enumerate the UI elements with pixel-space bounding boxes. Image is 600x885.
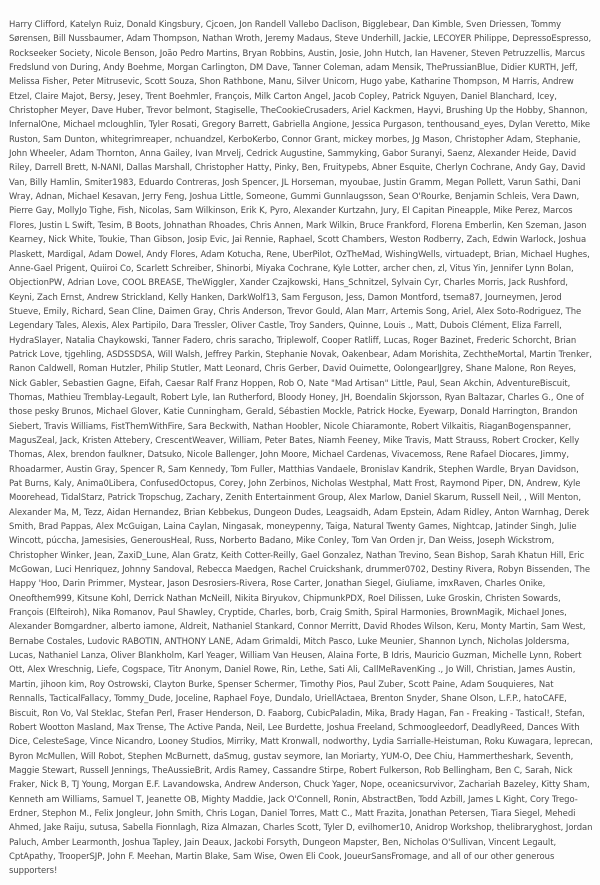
supporters-credits-text: Harry Clifford, Katelyn Ruiz, Donald Kingsbury, Cjcoen, Jon Randell Vallebo Daclison, Bigglebear, Dan Kimble, Sven Driessen, Tommy Sørensen, Bill Nussbaumer, Adam Thompson, Nathan Wroth, Jeremy Madaus, Steve Underhill, Jackie, LECOYER Philippe, DepressoEspresso, Rockseeker Society, Nicole Benson, João Pedro Martins, Bryan Robbins, Austin, Josie, John Hutch, Ian Havener, Steven Petruzzellis, Marcus Fredslund von During, Andy Boehme, Morgan Carlington, DM Dave, Tanner Coleman, adam Mensik, ThePrussianBlue, Didier KURTH, Jeff, Melissa Fisher, Peter Mitrusevic, Scott Souza, Shon Rathbone, Manu, Silver Unicorn, Hugo yabe, Katharine Thompson, M Harris, Andrew Etzel, Claire Majot, Bersy, Jesey, Trent Boehmler, François, Milk Carton Angel, Jacob Copley, Patrick Nguyen, Daniel Blanchard, Icey, Christopher Meyer, Dave Huber, Trevor belmont, Stagiselle, TheCookieCrusaders, Ariel Kackmen, Hayvi, Brushing Up the Hobby, Shannon, InfernalOne, Michael mcloughlin, Tyler Rosati, Gregory Barrett, Gabriella Angione, Jessica Purgason, tenthousand_eyes, Dylan Veretto, Mike Ruston, Sam Dunton, whitegrimreaper, nchuandzel, KerboKerbo, Connor Grant, mickey morbes, Jg Mason, Christopher Adam, Stephanie, John Wheeler, Adam Thornton, Anna Gailey, Ivan Mrvelj, Cedrick Augustine, Sammyking, Gabor Suranyi, Saenz, Alexander Heide, David Riley, Darrell Brett, N-NANI, Dallas Marshall, Christopher Hatty, Pinky, Ben, Fruitypebs, Abner Esquite, Cherlyn Cochrane, Andy Gay, David Van, Billy Hamlin, Smiter1983, Eduardo Contreras, Josh Spencer, JL Horseman, myoubae, Justin Gramm, Megan Pollett, Varun Sathi, Dani Wray, Adnan, Michael Kesavan, Jerry Feng, Joshua Little, Someone, Gummi Gunnlaugsson, Sean O'Rourke, Benjamin Schleis, Vera Dawn, Pierre Gay, MollyJo Tighe, Fish, Nicolas, Sam Wilkinson, Erik K, Pyro, Alexander Kurtzahn, Jury, El Capitan Pineapple, Mike Perez, Marcos Flores, Justin L Swift, Tesim, B Boots, Johnathan Rhoades, Chris Annen, Mark Wilkin, Bruce Frankford, Florena Emberlin, Ken Szeman, Jason Kearney, Nick White, Toukie, Than Gibson, Josip Evic, Jai Rennie, Raphael, Scott Chambers, Weston Rodberry, Zach, Edwin Warlock, Joshua Plaskett, Mardigal, Adam Dowel, Andy Flores, Adam Kotucha, Rene, UberPilot, OzTheMad, WishingWells, virtuadept, Brian, Michael Hughes, Anne-Gael Prigent, Quiiroi Co, Scarlett Schreiber, Shinorbi, Miyaka Cochrane, Kyle Lotter, archer chen, zl, Vitus Yin, Jennifer Lynn Bolan, ObjectionPW, Adrian Love, COOL BREASE, TheWiggler, Xander Czajkowski, Hans_Schnitzel, Sylvain Cyr, Charles Morris, Jack Rushford, Keyni, Zach Ernst, Andrew Strickland, Kelly Hanken, DarkWolf13, Sam Ferguson, Jess, Damon Montford, tsema87, Journeymen, Jerod Stueve, Emily, Richard, Sean Cline, Daimen Gray, Chris Anderson, Trevor Gould, Alan Marr, Artemis Song, Ariel, Alex Soto-Rodriguez, The Legendary Tales, Alexis, Alex Partipilo, Dara Tressler, Oliver Castle, Troy Sanders, Quinne, Louis ., Matt, Dubois Clément, Eliza Farrell, HydraSlayer, Natalia Chaykowski, Tanner Fadero, chris saracho, Triplewolf, Cooper Ratliff, Lucas, Roger Bazinet, Frederic Schorcht, Brian Patrick Love, tjgehling, ASDSSDSA, Will Walsh, Jeffrey Parkin, Stephanie Novak, Oakenbear, Adam Morishita, ZechtheMortal, Martin Trenker, Ranon Caldwell, Roman Hutzler, Philip Stutler, Matt Leonard, Chris Gerber, David Ouimette, OolongearlJgrey, Shane Malone, Ron Reyes, Nick Gabler, Sebastien Gagne, Eifah, Caesar Ralf Franz Hoppen, Rob O, Nate "Mad Artisan" Little, Paul, Sean Akchin, AdventureBiscuit, Thomas, Mathieu Tremblay-Legault, Robert Lyle, Ian Rutherford, Bloody Honey, JH, Boendalin Skjorsson, Ryan Baltazar, Charles G., One of those pesky Brunos, Michael Glover, Katie Cunningham, Gerald, Sébastien Mockle, Patrick Hocke, Eyewarp, Donald Harrington, Brandon Siebert, Travis Williams, FistThemWithFire, Sara Beckwith, Nathan Hoobler, Nicole Chiaramonte, Robert Vilkaitis, RiaganBogenspanner, MagusZeal, Jack, Kristen Attebery, CrescentWeaver, William, Peter Bates, Niamh Feeney, Mike Travis, Matt Strauss, Robert Crocker, Kelly Thomas, Alex, brendon faulkner, Datsuko, Nicole Ballenger, John Moore, Michael Cardenas, Vivacemoss, Rene Rafael Diocares, Jimmy, Rhoadarmer, Austin Gray, Spencer R, Sam Kennedy, Tom Fuller, Matthias Vandaele, Bronislav Kandrik, Stephen Wardle, Bryan Davidson, Pat Burns, Kaly, Anima0Libera, ConfusedOctopus, Corey, John Zerbinos, Nicholas Westphal, Matt Frost, Raymond Piper, DN, Andrew, Kyle Moorehead, TidalStarz, Patrick Tropschug, Zachary, Zenith Entertainment Group, Alex Marlow, Daniel Skarum, Russell Neil, , Will Menton, Alexander Ma, M, Tezz, Aidan Hernandez, Brian Kebbekus, Dungeon Dudes, Leagsaidh, Adam Epstein, Adam Ridley, Anton Warnhag, Derek Smith, Brad Pappas, Alex McGuigan, Laina Caylan, Ningasak, moneypenny, Taiga, Natural Twenty Games, Nightcap, Jatinder Singh, Julie Wincott, púccha, Jamesisies, GenerousHeal, Russ, Norberto Badano, Mike Conley, Tom Van Orden jr, Dan Weiss, Joseph Wickstrom, Christopher Winker, Jean, ZaxiD_Lune, Alan Gratz, Keith Cotter-Reilly, Gael Gonzalez, Nathan Trevino, Sean Bishop, Sarah Khatun Hill, Eric McGowan, Luci Henriquez, Johnny Sandoval, Rebecca Maedgen, Rachel Cruickshank, drummer0702, Destiny Rivera, Robyn Bissenden, The Happy 'Hoo, Darin Primmer, Mystear, Jason Desrosiers-Rivera, Rose Carter, Jonathan Siegel, Giuliame, imxRaven, Charles Onike, Oneofthem999, Kitsune Kohl, Derrick Nathan McNeill, Nikita Biryukov, ChipmunkPDX, Roel Dilissen, Luke Groskin, Christen Sowards, François (Elfteiroh), Nika Romanov, Paul Shawley, Cryptide, Charles, borb, Craig Smith, Spiral Harmonies, BrownMagik, Michael Jones, Alexander Bomgardner, alberto iamone, Aldreit, Nathaniel Stankard, Connor Merritt, David Rhodes Wilson, Keru, Monty Martin, Sam West, Bernabe Costales, Ludovic RABOTIN, ANTHONY LANE, Adam Grimaldi, Mitch Pasco, Luke Meunier, Shannon Lynch, Nicholas Joldersma, Lucas, Nathaniel Lanza, Oliver Blankholm, Karl Yeager, William Van Heusen, Alaina Forte, B Idris, Mauricio Guzman, Michelle Lynn, Robert Ott, Alex Wreschnig, Liefe, Cogspace, Titr Anonym, Daniel Rowe, Rin, Lethe, Sati Ali, CallMeRavenKing ., Jo Will, Christian, James Austin, Martin, jihoon kim, Roy Ostrowski, Clayton Burke, Spenser Schermer, Timothy Pios, Paul Zuber, Scott Paine, Adam Souquieres, Nat Rennalls, TacticalFallacy, Tommy_Dude, Joceline, Raphael Foye, Dundalo, UriellActaea, Brenton Snyder, Shane Olson, L.F.P., hatoCAFE, Biscuit, Ron Vo, Val Steklac, Stefan Perl, Fraser Henderson, D. Faaborg, CubicPaladin, Mika, Brady Hagan, Fan - Freaking - Tastical!, Stefan, Robert Wootton Masland, Max Trense, The Active Panda, Neil, Lee Burdette, Joshua Freeland, Schmoogleedorf, DeadlyReed, Dances With Dice, CelesteSage, Vince Nicandro, Looney Studios, Mirriky, Matt Kronwall, nodworthy, Lydia Sarrialle-Heistuman, Roku Kuwagara, leprecan, Byron McMullen, Will Robot, Stephen McBurnett, daSmug, gustav seymore, Ian Moriarty, YUM-O, Dee Chiu, Hammertheshark, Seventh, Maggie Stewart, Russell Jennings, TheAussieBrit, Ardis Ramey, Cassandre Stirpe, Robert Fulkerson, Rob Bellingham, Ben C, Sarah, Nick Fraker, Nick B, TJ Young, Morgan E.F. Lavandowska, Andrew Anderson, Chuck Yager, Nope, oceanicsurvivor, Zachariah Bazeley, Kitty Sham, Kenneth am Williams, Samuel T, Jeanette OB, Mighty Maddie, Jack O'Connell, Ronin, AbstractBen, Todd Azbill, James L Kight, Cory Trego-Erdner, Stephon M., Felix Jongleur, John Smith, Chris Logan, Daniel Torres, Matt C., Matt Frazita, Jonathan Petersen, Tiara Siegel, Mehedi Ahmed, Jake Raiju, sutusa, Sabella Fionnlagh, Riza Almazan, Charles Scott, Tyler D, evilhomer10, Anidrop Workshop, thelibraryghost, Jordan Paluch, Amber Learmonth, Joshua Tapley, Jain Deaux, Jackobi Forsyth, Dungeon Mapster, Ben, Nicholas O'Sullivan, Vincent Legault, CptApathy, TrooperSJP, John F. Meehan, Martin Blake, Sam Wise, Owen Eli Cook, JoueurSansFromage, and all of our other generous supporters! bbox=[9, 19, 593, 876]
